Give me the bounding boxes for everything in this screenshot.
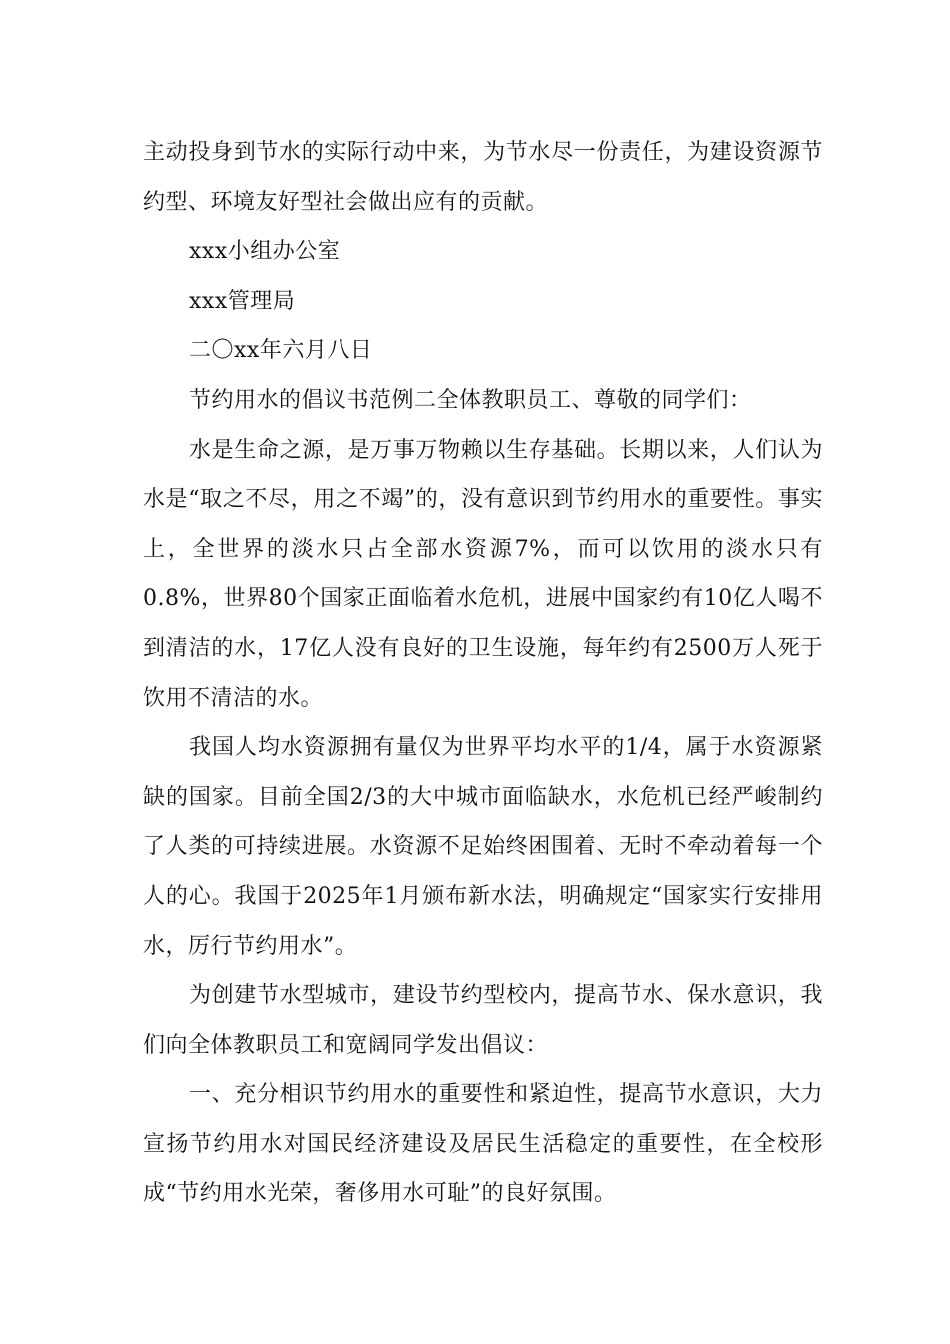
paragraph-national-resources: 我国人均水资源拥有量仅为世界平均水平的1/4，属于水资源紧缺的国家。目前全国2/3的大中城市面临缺水，水危机已经严峻制约了人类的可持续进展。水资源不足始终困围着、无时不牵动着每一个人的心。我国于2025年1月颁布新水法，明确规定“国家实行安排用水，厉行节约用水”。 [143,735,823,959]
signature-bureau: xxx管理局 [189,288,296,314]
example-two-heading: 节约用水的倡议书范例二全体教职员工、尊敬的同学们： [189,387,752,413]
signature-date: 二〇xx年六月八日 [189,338,373,364]
paragraph-proposal-item-one: 一、充分相识节约用水的重要性和紧迫性，提高节水意识，大力宣扬节约用水对国民经济建设及居民生活稳定的重要性，在全校形成“节约用水光荣，奢侈用水可耻”的良好氛围。 [143,1082,823,1207]
signature-office: xxx小组办公室 [189,239,341,265]
document-body [143,128,823,1219]
paragraph-water-source: 水是生命之源，是万事万物赖以生存基础。长期以来，人们认为水是“取之不尽，用之不竭”的，没有意识到节约用水的重要性。事实上，全世界的淡水只占全部水资源7%，而可以饮用的淡水只有0.8%，世界80个国家正面临着水危机，进展中国家约有10亿人喝不到清洁的水，17亿人没有良好的卫生设施，每年约有2500万人死于饮用不清洁的水。 [143,437,823,711]
paragraph-closing-call: 主动投身到节水的实际行动中来，为节水尽一份责任，为建设资源节约型、环境友好型社会做出应有的贡献。 [143,140,823,215]
paragraph-proposal-intro: 为创建节水型城市，建设节约型校内，提高节水、保水意识，我们向全体教职员工和宽阔同学发出倡议： [143,983,823,1058]
